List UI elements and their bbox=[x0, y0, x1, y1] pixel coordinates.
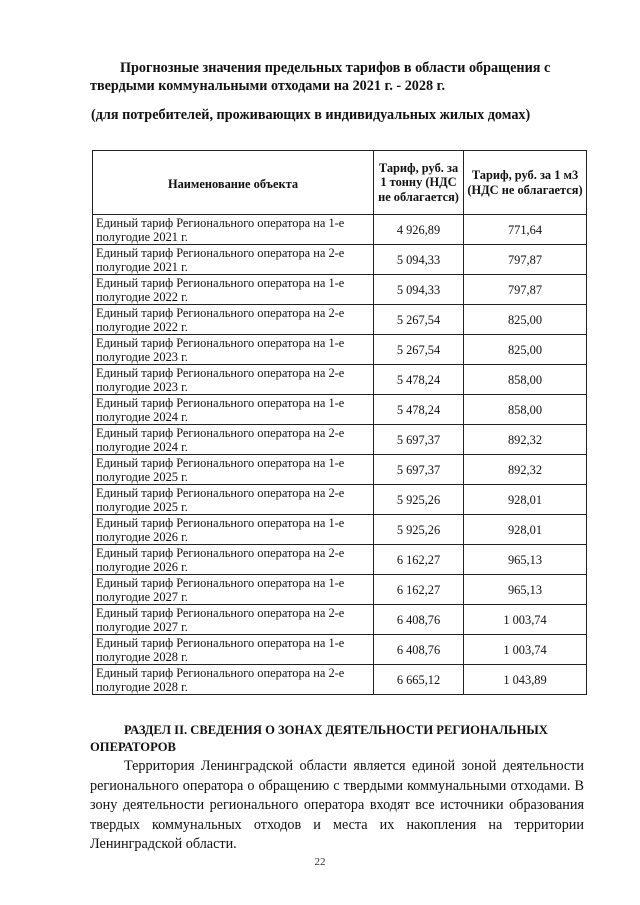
section-heading-line-1: РАЗДЕЛ II. СВЕДЕНИЯ О ЗОНАХ ДЕЯТЕЛЬНОСТИ РЕГИОНАЛЬНЫХ bbox=[124, 723, 548, 737]
cell-tariff-per-m3: 1 003,74 bbox=[464, 605, 587, 635]
section-heading bbox=[90, 722, 590, 756]
table-row bbox=[93, 245, 587, 275]
title-line-1: Прогнозные значения предельных тарифов в области обращения с bbox=[120, 60, 551, 76]
table-row bbox=[93, 425, 587, 455]
cell-object-name: Единый тариф Регионального оператора на 2-е полугодие 2028 г. bbox=[93, 665, 374, 695]
cell-object-name: Единый тариф Регионального оператора на 1-е полугодие 2028 г. bbox=[93, 635, 374, 665]
cell-tariff-per-m3: 1 043,89 bbox=[464, 665, 587, 695]
cell-tariff-per-m3: 825,00 bbox=[464, 335, 587, 365]
cell-tariff-per-ton: 5 094,33 bbox=[374, 275, 464, 305]
table-row bbox=[93, 395, 587, 425]
cell-tariff-per-ton: 6 665,12 bbox=[374, 665, 464, 695]
table-row bbox=[93, 365, 587, 395]
cell-tariff-per-m3: 928,01 bbox=[464, 515, 587, 545]
cell-tariff-per-m3: 1 003,74 bbox=[464, 635, 587, 665]
table-row bbox=[93, 335, 587, 365]
cell-object-name: Единый тариф Регионального оператора на 1-е полугодие 2024 г. bbox=[93, 395, 374, 425]
cell-tariff-per-ton: 6 408,76 bbox=[374, 605, 464, 635]
cell-tariff-per-m3: 797,87 bbox=[464, 275, 587, 305]
cell-tariff-per-m3: 858,00 bbox=[464, 395, 587, 425]
cell-tariff-per-m3: 825,00 bbox=[464, 305, 587, 335]
cell-tariff-per-ton: 5 478,24 bbox=[374, 365, 464, 395]
cell-object-name: Единый тариф Регионального оператора на 1-е полугодие 2023 г. bbox=[93, 335, 374, 365]
cell-tariff-per-m3: 892,32 bbox=[464, 455, 587, 485]
cell-object-name: Единый тариф Регионального оператора на 2-е полугодие 2025 г. bbox=[93, 485, 374, 515]
section-paragraph: Территория Ленинградской области является единой зоной деятельности регионального оператора о обращению с твердыми коммунальными отходами. В зону деятельности регионального оператора входят все источники образования твердых коммунальных отходов и места их накопления на территории Ленинградской области. bbox=[90, 758, 584, 853]
cell-tariff-per-ton: 5 267,54 bbox=[374, 335, 464, 365]
table-row bbox=[93, 545, 587, 575]
tariff-table bbox=[92, 150, 587, 695]
table-row bbox=[93, 215, 587, 245]
cell-object-name: Единый тариф Регионального оператора на 2-е полугодие 2024 г. bbox=[93, 425, 374, 455]
cell-tariff-per-m3: 771,64 bbox=[464, 215, 587, 245]
cell-object-name: Единый тариф Регионального оператора на 1-е полугодие 2026 г. bbox=[93, 515, 374, 545]
tariff-table-body bbox=[93, 215, 587, 695]
cell-tariff-per-ton: 6 162,27 bbox=[374, 545, 464, 575]
cell-tariff-per-m3: 965,13 bbox=[464, 575, 587, 605]
cell-tariff-per-ton: 5 267,54 bbox=[374, 305, 464, 335]
header-object-name: Наименование объекта bbox=[93, 151, 374, 215]
cell-object-name: Единый тариф Регионального оператора на 2-е полугодие 2026 г. bbox=[93, 545, 374, 575]
cell-object-name: Единый тариф Регионального оператора на 2-е полугодие 2021 г. bbox=[93, 245, 374, 275]
table-row bbox=[93, 635, 587, 665]
cell-tariff-per-ton: 5 478,24 bbox=[374, 395, 464, 425]
cell-tariff-per-m3: 965,13 bbox=[464, 545, 587, 575]
table-row bbox=[93, 485, 587, 515]
cell-object-name: Единый тариф Регионального оператора на 1-е полугодие 2027 г. bbox=[93, 575, 374, 605]
cell-object-name: Единый тариф Регионального оператора на 2-е полугодие 2022 г. bbox=[93, 305, 374, 335]
page-number: 22 bbox=[314, 856, 326, 868]
cell-tariff-per-ton: 5 925,26 bbox=[374, 515, 464, 545]
table-row bbox=[93, 275, 587, 305]
cell-tariff-per-m3: 928,01 bbox=[464, 485, 587, 515]
table-row bbox=[93, 605, 587, 635]
header-tariff-per-m3: Тариф, руб. за 1 м3 (НДС не облагается) bbox=[464, 151, 587, 215]
cell-tariff-per-ton: 6 162,27 bbox=[374, 575, 464, 605]
cell-tariff-per-m3: 892,32 bbox=[464, 425, 587, 455]
cell-tariff-per-ton: 5 697,37 bbox=[374, 455, 464, 485]
cell-object-name: Единый тариф Регионального оператора на 1-е полугодие 2022 г. bbox=[93, 275, 374, 305]
title-line-2: твердыми коммунальными отходами на 2021 г. - 2028 г. bbox=[90, 77, 446, 94]
document-title bbox=[90, 60, 590, 95]
cell-tariff-per-ton: 5 697,37 bbox=[374, 425, 464, 455]
cell-object-name: Единый тариф Регионального оператора на 2-е полугодие 2023 г. bbox=[93, 365, 374, 395]
cell-tariff-per-m3: 858,00 bbox=[464, 365, 587, 395]
cell-object-name: Единый тариф Регионального оператора на 1-е полугодие 2025 г. bbox=[93, 455, 374, 485]
header-tariff-per-ton: Тариф, руб. за 1 тонну (НДС не облагается) bbox=[374, 151, 464, 215]
document-subtitle: (для потребителей, проживающих в индивидуальных жилых домах) bbox=[91, 107, 531, 123]
cell-object-name: Единый тариф Регионального оператора на 1-е полугодие 2021 г. bbox=[93, 215, 374, 245]
cell-tariff-per-ton: 4 926,89 bbox=[374, 215, 464, 245]
cell-tariff-per-m3: 797,87 bbox=[464, 245, 587, 275]
table-row bbox=[93, 455, 587, 485]
table-row bbox=[93, 305, 587, 335]
table-row bbox=[93, 665, 587, 695]
cell-tariff-per-ton: 5 925,26 bbox=[374, 485, 464, 515]
cell-tariff-per-ton: 5 094,33 bbox=[374, 245, 464, 275]
section-heading-line-2: ОПЕРАТОРОВ bbox=[90, 740, 176, 754]
table-header-row bbox=[93, 151, 587, 215]
table-row bbox=[93, 515, 587, 545]
cell-tariff-per-ton: 6 408,76 bbox=[374, 635, 464, 665]
cell-object-name: Единый тариф Регионального оператора на 2-е полугодие 2027 г. bbox=[93, 605, 374, 635]
table-row bbox=[93, 575, 587, 605]
